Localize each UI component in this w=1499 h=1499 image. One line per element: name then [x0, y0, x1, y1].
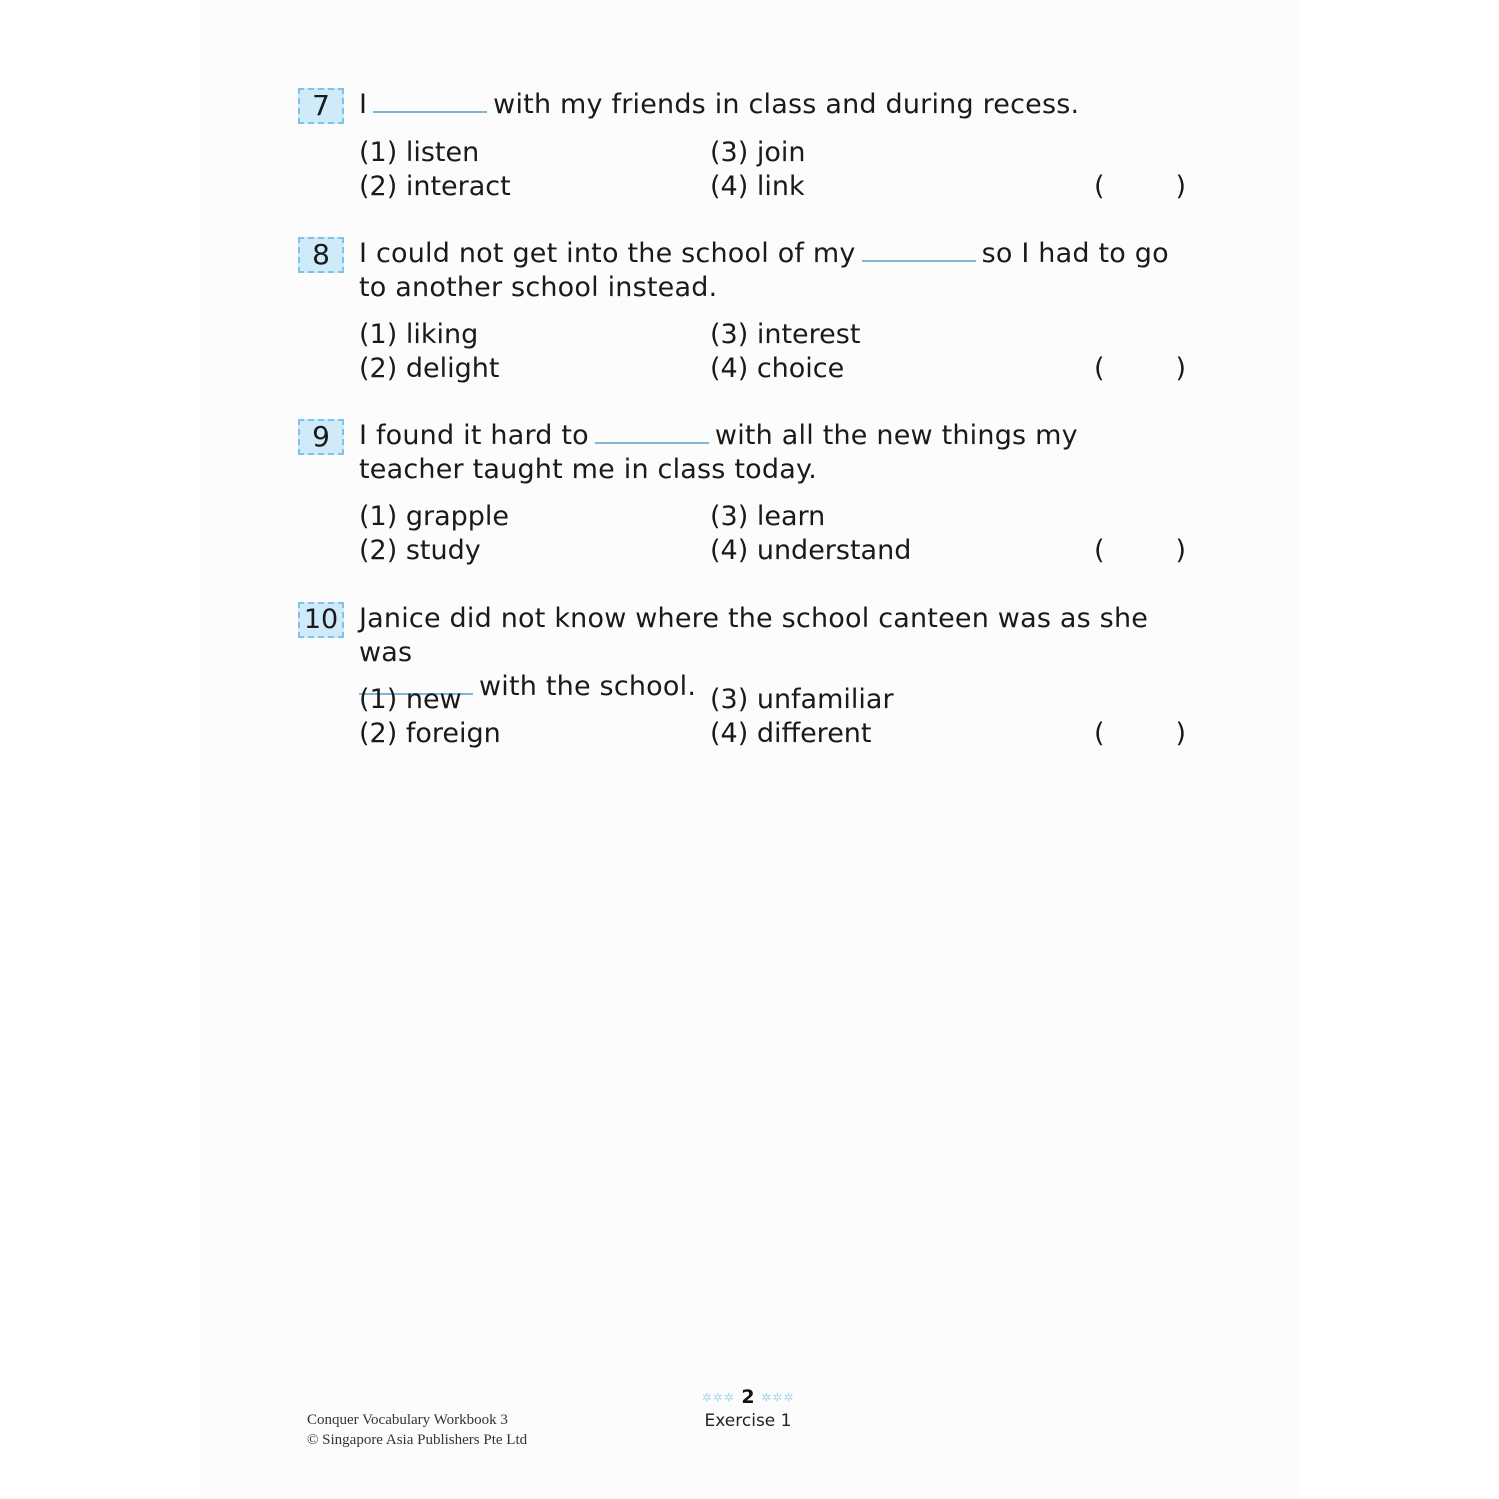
answer-blank[interactable] [595, 422, 709, 444]
page-number-value: 2 [741, 1386, 755, 1408]
bracket-open: ( [1094, 353, 1105, 384]
question-text-before: I found it hard to [359, 420, 589, 451]
bracket-close: ) [1175, 171, 1186, 202]
question-number-badge: 8 [298, 237, 344, 273]
option-4: (4) link [710, 171, 805, 202]
question-text-before: I could not get into the school of my [359, 238, 856, 269]
option-3: (3) learn [710, 501, 826, 532]
question-number-badge: 7 [298, 88, 344, 124]
bracket-open: ( [1094, 171, 1105, 202]
question-text-after: so I had to go to another school instead. [359, 238, 1169, 303]
bracket-close: ) [1175, 353, 1186, 384]
option-2: (2) delight [359, 353, 500, 384]
option-2: (2) interact [359, 171, 511, 202]
answer-bracket[interactable] [1094, 717, 1186, 751]
answer-bracket[interactable] [1094, 534, 1186, 568]
question-text [359, 237, 1187, 305]
option-1: (1) listen [359, 137, 480, 168]
question-text-after: with all the new things my teacher taught me in class today. [359, 420, 1078, 485]
question-number-badge: 10 [298, 602, 344, 638]
bracket-open: ( [1094, 718, 1105, 749]
bracket-open: ( [1094, 535, 1105, 566]
question-text [359, 88, 1187, 122]
bracket-close: ) [1175, 718, 1186, 749]
star-decoration-icon: ✲✲✲ [701, 1390, 735, 1405]
answer-bracket[interactable] [1094, 352, 1186, 386]
question-text-after: with my friends in class and during recess. [493, 89, 1080, 120]
question-number-badge: 9 [298, 419, 344, 455]
option-1: (1) new [359, 684, 462, 715]
bracket-close: ) [1175, 535, 1186, 566]
copyright-notice: © Singapore Asia Publishers Pte Ltd [307, 1432, 528, 1448]
option-4: (4) choice [710, 353, 845, 384]
option-2: (2) study [359, 535, 481, 566]
exercise-label: Exercise 1 [704, 1411, 792, 1431]
question-text-before: I [359, 89, 368, 120]
star-decoration-icon: ✲✲✲ [761, 1390, 795, 1405]
question-text-before: Janice did not know where the school canteen was as she was [359, 603, 1149, 668]
answer-blank[interactable] [862, 240, 976, 262]
option-4: (4) different [710, 718, 872, 749]
option-1: (1) liking [359, 319, 479, 350]
book-title: Conquer Vocabulary Workbook 3 [307, 1412, 508, 1428]
question-text [359, 419, 1187, 487]
footer-credits [307, 1410, 527, 1450]
option-1: (1) grapple [359, 501, 510, 532]
option-2: (2) foreign [359, 718, 501, 749]
option-3: (3) interest [710, 319, 861, 350]
option-4: (4) understand [710, 535, 912, 566]
page-number [690, 1386, 806, 1408]
option-3: (3) join [710, 137, 806, 168]
answer-blank[interactable] [373, 91, 487, 113]
question-text-after: with the school. [479, 671, 697, 702]
answer-bracket[interactable] [1094, 170, 1186, 204]
option-3: (3) unfamiliar [710, 684, 894, 715]
